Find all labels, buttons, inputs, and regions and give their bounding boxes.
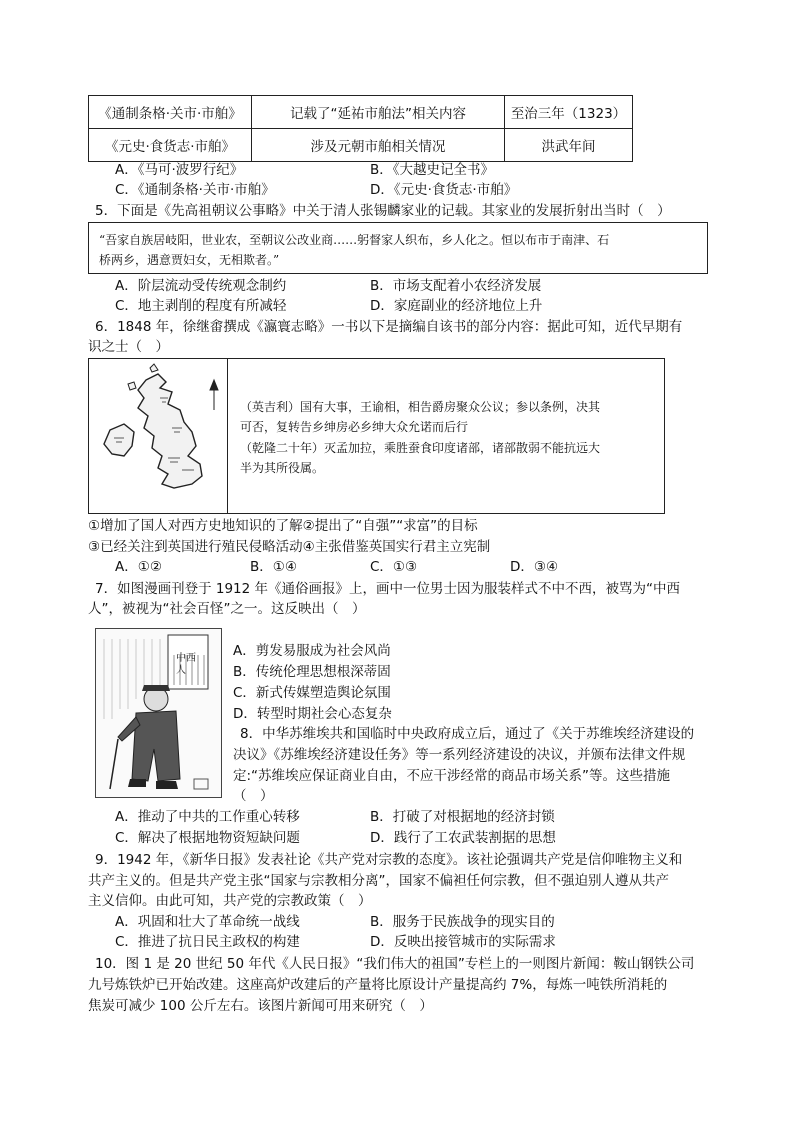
q9-option-a[interactable]: A．巩固和壮大了革命统一战线 bbox=[115, 914, 300, 930]
q6-source-line: （英吉利）国有大事，王谕相，相告爵房聚众公议；参以条例，决其 bbox=[240, 400, 601, 414]
q7-stem: 7．如图漫画刊登于 1912 年《通俗画报》上，画中一位男士因为服装样式不中不西，被骂为“中西 bbox=[95, 581, 681, 597]
q6-option-a[interactable]: A．①② bbox=[115, 559, 162, 575]
q5-option-a[interactable]: A．阶层流动受传统观念制约 bbox=[115, 278, 287, 294]
table-cell: 记载了“延祐市舶法”相关内容 bbox=[252, 96, 505, 129]
q10-stem: 10．图 1 是 20 世纪 50 年代《人民日报》“我们伟大的祖国”专栏上的一则图片新闻：鞍山钢铁公司 bbox=[95, 956, 695, 972]
q6-option-b[interactable]: B．①④ bbox=[250, 559, 297, 575]
table-cell: 洪武年间 bbox=[505, 129, 633, 162]
q5-quote-line: 桥两乡，遇意贾妇女，无相欺者。” bbox=[99, 253, 280, 267]
q9-stem: 主义信仰。由此可知，共产党的宗教政策（ ） bbox=[88, 893, 372, 909]
table-cell: 至治三年（1323） bbox=[505, 96, 633, 129]
q5-quote-line: “吾家自族居岐阳，世业农，至朝议公改业商……躬督家人织布，乡人化之。恒以布市于南津、石 bbox=[99, 233, 610, 247]
table-cell: 《元史·食货志·市舶》 bbox=[89, 129, 252, 162]
q6-statement: ③已经关注到英国进行殖民侵略活动④主张借鉴英国实行君主立宪制 bbox=[88, 539, 491, 555]
q10-stem: 焦炭可减少 100 公斤左右。该图片新闻可用来研究（ ） bbox=[88, 998, 433, 1014]
q4-option-d[interactable]: D．《元史·食货志·市舶》 bbox=[370, 182, 518, 198]
q9-stem: 共产主义的。但是共产党主张“国家与宗教相分离”，国家不偏袒任何宗教，但不强迫别人遵从共产 bbox=[88, 873, 669, 889]
q9-option-d[interactable]: D．反映出接管城市的实际需求 bbox=[370, 934, 556, 950]
q8-option-d[interactable]: D．践行了工农武装割据的思想 bbox=[370, 830, 556, 846]
q5-option-d[interactable]: D．家庭副业的经济地位上升 bbox=[370, 298, 543, 314]
q8-stem: （ ） bbox=[233, 788, 274, 804]
table-cell: 涉及元朝市舶相关情况 bbox=[252, 129, 505, 162]
q8-option-b[interactable]: B．打破了对根据地的经济封锁 bbox=[370, 809, 555, 825]
table-row bbox=[89, 129, 633, 162]
q7-option-b[interactable]: B．传统伦理思想根深蒂固 bbox=[233, 664, 391, 680]
q7-option-a[interactable]: A．剪发易服成为社会风尚 bbox=[233, 643, 391, 659]
q5-quote-box bbox=[88, 222, 708, 274]
q9-stem: 9．1942 年，《新华日报》发表社论《共产党对宗教的态度》。该社论强调共产党是信仰唯物主义和 bbox=[95, 852, 683, 868]
q4-option-a[interactable]: A．《马可·波罗行纪》 bbox=[115, 162, 244, 178]
q4-option-c[interactable]: C．《通制条格·关市·市舶》 bbox=[115, 182, 275, 198]
britain-map-image bbox=[88, 358, 228, 514]
table-cell: 《通制条格·关市·市舶》 bbox=[89, 96, 252, 129]
q6-stem: 识之士（ ） bbox=[88, 339, 169, 355]
q6-source-line: 可否，复转告乡绅房必乡绅大众允诺而后行 bbox=[240, 420, 469, 434]
q7-stem: 人”，被视为“社会百怪”之一。这反映出（ ） bbox=[88, 601, 366, 617]
q8-option-c[interactable]: C．解决了根据地物资短缺问题 bbox=[115, 830, 300, 846]
q6-option-c[interactable]: C．①③ bbox=[370, 559, 418, 575]
q6-statement: ①增加了国人对西方史地知识的了解②提出了“自强”“求富”的目标 bbox=[88, 518, 478, 534]
q8-option-a[interactable]: A．推动了中共的工作重心转移 bbox=[115, 809, 300, 825]
table-row bbox=[89, 96, 633, 129]
q7-option-c[interactable]: C．新式传媒塑造舆论氛围 bbox=[233, 685, 391, 701]
q8-stem: 决议》《苏维埃经济建设任务》等一系列经济建设的决议，并颁布法律文件规 bbox=[233, 747, 686, 763]
q10-stem: 九号炼铁炉已开始改建。这座高炉改建后的产量将比原设计产量提高约 7%，每炼一吨铁所消耗的 bbox=[88, 977, 668, 993]
q9-option-c[interactable]: C．推进了抗日民主政权的构建 bbox=[115, 934, 300, 950]
q5-option-c[interactable]: C．地主剥削的程度有所减轻 bbox=[115, 298, 287, 314]
q8-stem: 8．中华苏维埃共和国临时中央政府成立后，通过了《关于苏维埃经济建设的 bbox=[240, 726, 695, 742]
q4-option-b[interactable]: B．《大越史记全书》 bbox=[370, 162, 495, 178]
source-table bbox=[88, 95, 633, 162]
q5-option-b[interactable]: B．市场支配着小农经济发展 bbox=[370, 278, 542, 294]
q6-source-line: 半为其所役属。 bbox=[240, 461, 325, 475]
q8-stem: 定:“苏维埃应保证商业自由，不应干涉经常的商品市场关系”等。这些措施 bbox=[233, 768, 671, 784]
q6-source-line: （乾隆二十年）灭孟加拉，乘胜蚕食印度诸部，诸部散弱不能抗远大 bbox=[240, 441, 601, 455]
q9-option-b[interactable]: B．服务于民族战争的现实目的 bbox=[370, 914, 555, 930]
q6-option-d[interactable]: D．③④ bbox=[510, 559, 559, 575]
q7-option-d[interactable]: D．转型时期社会心态复杂 bbox=[233, 706, 392, 722]
cartoon-caption: 中西人 bbox=[176, 653, 196, 676]
q5-stem: 5．下面是《先高祖朝议公事略》中关于清人张锡麟家业的记载。其家业的发展折射出当时（ ） bbox=[95, 203, 671, 219]
cartoon-image bbox=[95, 628, 222, 798]
q6-stem: 6．1848 年，徐继畬撰成《瀛寰志略》一书以下是摘编自该书的部分内容：据此可知，近代早期有 bbox=[95, 319, 683, 335]
